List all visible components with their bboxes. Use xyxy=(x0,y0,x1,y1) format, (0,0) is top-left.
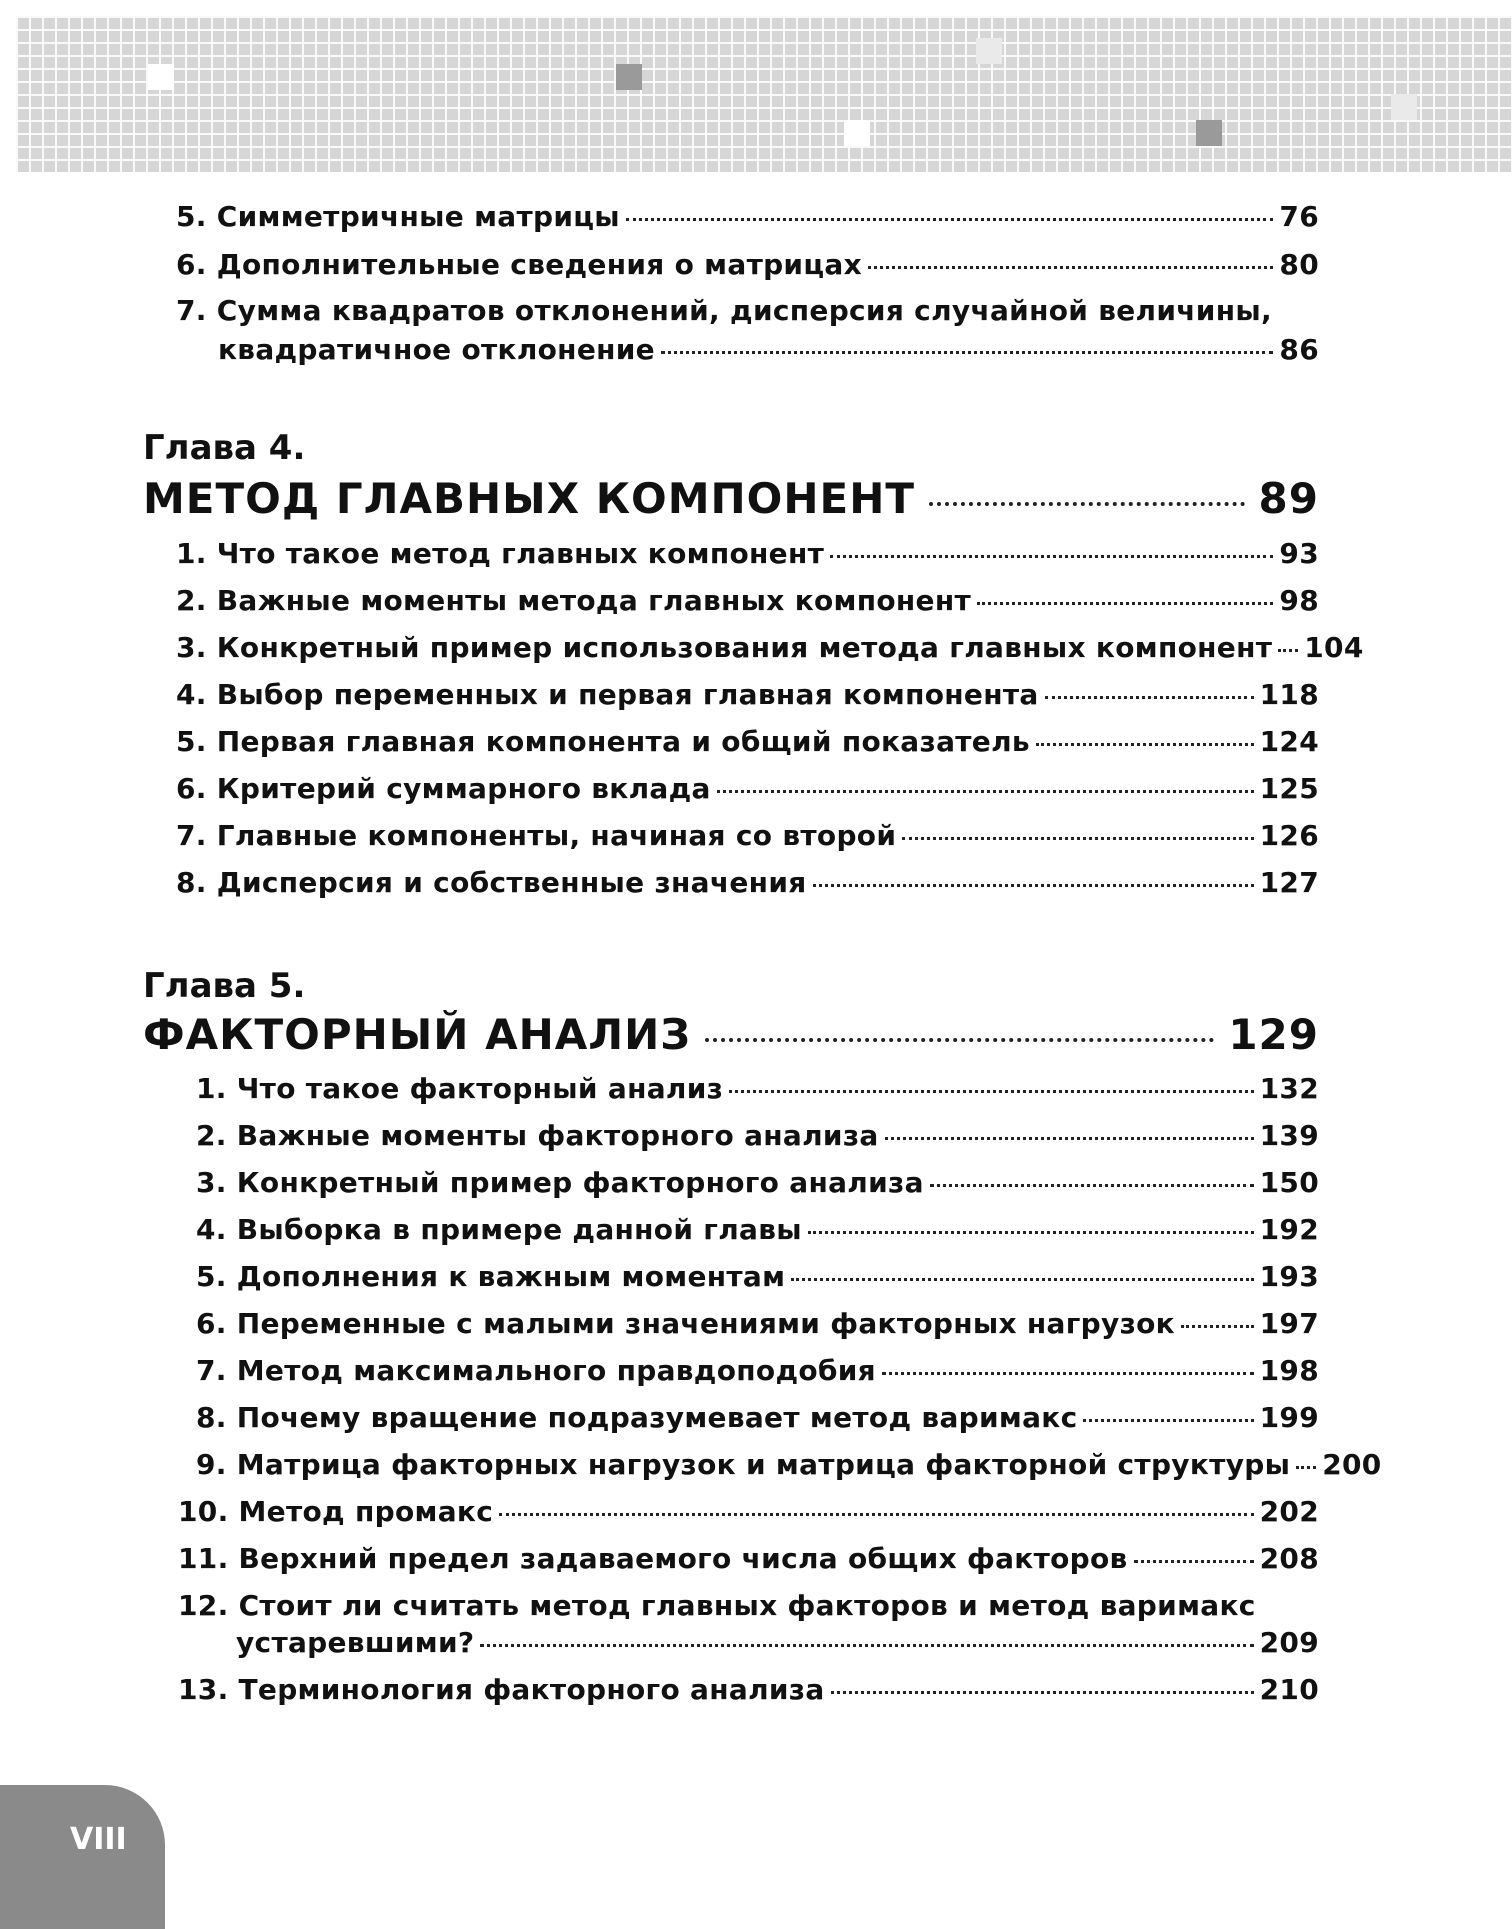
entry-page: 139 xyxy=(1259,1119,1319,1152)
toc-entry[interactable] xyxy=(196,1401,1319,1434)
dot-leader xyxy=(882,1372,1254,1375)
dot-leader xyxy=(885,1137,1254,1140)
entry-page: 98 xyxy=(1279,584,1319,617)
entry-page: 118 xyxy=(1259,678,1319,711)
dot-leader xyxy=(480,1644,1253,1647)
dot-leader xyxy=(1181,1325,1254,1328)
toc-entry[interactable] xyxy=(176,200,1319,233)
entry-title: Матрица факторных нагрузок и матрица факторной структуры xyxy=(236,1448,1291,1481)
entry-title: Почему вращение подразумевает метод варимакс xyxy=(236,1401,1078,1434)
entry-page: 132 xyxy=(1259,1072,1319,1105)
dot-leader xyxy=(930,1184,1254,1187)
chapter-title-text: МЕТОД ГЛАВНЫХ КОМПОНЕНТ xyxy=(143,474,916,523)
grid-square-gray xyxy=(1196,120,1222,146)
grid-square-light xyxy=(1391,94,1417,120)
entry-title: Дополнения к важным моментам xyxy=(236,1260,786,1293)
entry-page: 124 xyxy=(1259,725,1319,758)
dot-leader xyxy=(1296,1466,1316,1469)
dot-leader xyxy=(977,602,1273,605)
entry-title: Конкретный пример факторного анализа xyxy=(236,1166,924,1199)
dot-leader xyxy=(1134,1560,1254,1563)
entry-page: 200 xyxy=(1322,1448,1382,1481)
toc-entry[interactable] xyxy=(176,772,1319,805)
entry-page: 104 xyxy=(1304,631,1364,664)
entry-number: 5. xyxy=(176,725,207,758)
entry-title: Метод промакс xyxy=(238,1495,494,1528)
dot-leader xyxy=(1036,743,1254,746)
dot-leader xyxy=(1278,649,1298,652)
chapter-title[interactable] xyxy=(143,1010,1319,1059)
toc-entry[interactable] xyxy=(176,631,1364,664)
entry-number: 13. xyxy=(178,1673,229,1706)
entry-number: 4. xyxy=(196,1213,227,1246)
toc-entry[interactable] xyxy=(176,584,1319,617)
toc-entry[interactable] xyxy=(178,1495,1319,1528)
toc-entry[interactable] xyxy=(196,1072,1319,1105)
entry-number: 4. xyxy=(176,678,207,711)
entry-number: 7. xyxy=(176,819,207,852)
entry-page: 193 xyxy=(1259,1260,1319,1293)
entry-number: 6. xyxy=(176,772,207,805)
toc-entry[interactable] xyxy=(178,1673,1319,1706)
page-number: VIII xyxy=(70,1822,127,1857)
entry-page: 210 xyxy=(1259,1673,1319,1706)
header-grid-band xyxy=(16,16,1512,172)
entry-title: Переменные с малыми значениями факторных нагрузок xyxy=(236,1307,1175,1340)
chapter-page: 129 xyxy=(1228,1010,1319,1059)
entry-title: Конкретный пример использования метода главных компонент xyxy=(216,631,1273,664)
toc-entry[interactable] xyxy=(196,1119,1319,1152)
dot-leader xyxy=(902,837,1253,840)
toc-entry[interactable] xyxy=(236,1626,1319,1659)
entry-number: 5. xyxy=(196,1260,227,1293)
chapter-title-text: ФАКТОРНЫЙ АНАЛИЗ xyxy=(143,1010,692,1059)
entry-number: 9. xyxy=(196,1448,227,1481)
toc-entry[interactable] xyxy=(176,725,1319,758)
dot-leader xyxy=(1083,1419,1253,1422)
entry-number: 1. xyxy=(196,1072,227,1105)
toc-entry[interactable] xyxy=(196,1354,1319,1387)
entry-number: 2. xyxy=(176,584,207,617)
chapter-label: Глава 4. xyxy=(143,428,306,468)
toc-entry[interactable] xyxy=(196,1307,1319,1340)
entry-number: 1. xyxy=(176,537,207,570)
dot-leader xyxy=(791,1278,1253,1281)
dot-leader xyxy=(729,1090,1253,1093)
grid-square-white xyxy=(844,120,870,146)
entry-page: 198 xyxy=(1259,1354,1319,1387)
dot-leader xyxy=(499,1513,1254,1516)
entry-number: 5. xyxy=(176,200,207,233)
entry-title: Главные компоненты, начиная со второй xyxy=(216,819,897,852)
entry-page: 127 xyxy=(1259,866,1319,899)
dot-leader xyxy=(830,555,1273,558)
chapter-label: Глава 5. xyxy=(143,966,306,1006)
entry-title: Что такое метод главных компонент xyxy=(216,537,825,570)
dot-leader xyxy=(626,218,1273,221)
entry-title: Выборка в примере данной главы xyxy=(236,1213,802,1246)
toc-entry-line1[interactable] xyxy=(176,294,1272,327)
entry-title: Верхний предел задаваемого числа общих факторов xyxy=(238,1542,1128,1575)
entry-title: Симметричные матрицы xyxy=(216,200,620,233)
toc-entry[interactable] xyxy=(176,537,1319,570)
toc-entry[interactable] xyxy=(196,1448,1382,1481)
entry-page: 150 xyxy=(1259,1166,1319,1199)
entry-title: Важные моменты факторного анализа xyxy=(236,1119,879,1152)
entry-title: Метод максимального правдоподобия xyxy=(236,1354,876,1387)
toc-entry[interactable] xyxy=(196,1260,1319,1293)
entry-title: Выбор переменных и первая главная компонента xyxy=(216,678,1039,711)
entry-number: 7. xyxy=(196,1354,227,1387)
entry-page: 208 xyxy=(1259,1542,1319,1575)
entry-title: Сумма квадратов отклонений, дисперсия случайной величины, xyxy=(216,294,1272,327)
dot-leader xyxy=(929,502,1245,506)
entry-page: 86 xyxy=(1279,333,1319,366)
dot-leader xyxy=(868,266,1273,269)
entry-number: 6. xyxy=(176,248,207,281)
toc-entry-line1[interactable] xyxy=(178,1589,1256,1622)
entry-page: 125 xyxy=(1259,772,1319,805)
dot-leader xyxy=(717,790,1254,793)
dot-leader xyxy=(831,1691,1254,1694)
entry-title-cont: устаревшими? xyxy=(236,1626,475,1659)
grid-square-gray xyxy=(616,64,642,90)
entry-number: 3. xyxy=(196,1166,227,1199)
entry-page: 76 xyxy=(1279,200,1319,233)
entry-page: 126 xyxy=(1259,819,1319,852)
entry-number: 8. xyxy=(196,1401,227,1434)
entry-page: 80 xyxy=(1279,248,1319,281)
chapter-page: 89 xyxy=(1258,474,1319,523)
entry-title: Первая главная компонента и общий показатель xyxy=(216,725,1030,758)
entry-page: 192 xyxy=(1259,1213,1319,1246)
grid-square-white xyxy=(148,64,174,90)
chapter-title[interactable] xyxy=(143,474,1319,523)
entry-page: 202 xyxy=(1259,1495,1319,1528)
entry-number: 7. xyxy=(176,294,207,327)
toc-entry[interactable] xyxy=(196,1213,1319,1246)
entry-title: Что такое факторный анализ xyxy=(236,1072,724,1105)
entry-title: Терминология факторного анализа xyxy=(238,1673,825,1706)
entry-title: Критерий суммарного вклада xyxy=(216,772,711,805)
entry-number: 8. xyxy=(176,866,207,899)
toc-entry[interactable] xyxy=(176,678,1319,711)
toc-entry[interactable] xyxy=(196,1166,1319,1199)
toc-entry[interactable] xyxy=(176,819,1319,852)
entry-title: Стоит ли считать метод главных факторов и метод варимакс xyxy=(238,1589,1256,1622)
dot-leader xyxy=(1045,696,1254,699)
toc-entry[interactable] xyxy=(176,248,1319,281)
entry-page: 199 xyxy=(1259,1401,1319,1434)
entry-title: Дополнительные сведения о матрицах xyxy=(216,248,862,281)
entry-number: 10. xyxy=(178,1495,229,1528)
grid-square-light xyxy=(976,38,1002,64)
entry-page: 209 xyxy=(1259,1626,1319,1659)
entry-title: Важные моменты метода главных компонент xyxy=(216,584,972,617)
entry-page: 93 xyxy=(1279,537,1319,570)
entry-page: 197 xyxy=(1259,1307,1319,1340)
entry-title: Дисперсия и собственные значения xyxy=(216,866,807,899)
entry-number: 11. xyxy=(178,1542,229,1575)
entry-number: 6. xyxy=(196,1307,227,1340)
dot-leader xyxy=(813,884,1254,887)
entry-number: 12. xyxy=(178,1589,229,1622)
entry-title-cont: квадратичное отклонение xyxy=(218,333,655,366)
dot-leader xyxy=(808,1231,1254,1234)
dot-leader xyxy=(705,1038,1214,1042)
toc-entry[interactable] xyxy=(176,866,1319,899)
toc-entry[interactable] xyxy=(218,333,1319,366)
toc-entry[interactable] xyxy=(178,1542,1319,1575)
dot-leader xyxy=(661,351,1273,354)
entry-number: 3. xyxy=(176,631,207,664)
page-number-tab xyxy=(0,1785,165,1929)
entry-number: 2. xyxy=(196,1119,227,1152)
